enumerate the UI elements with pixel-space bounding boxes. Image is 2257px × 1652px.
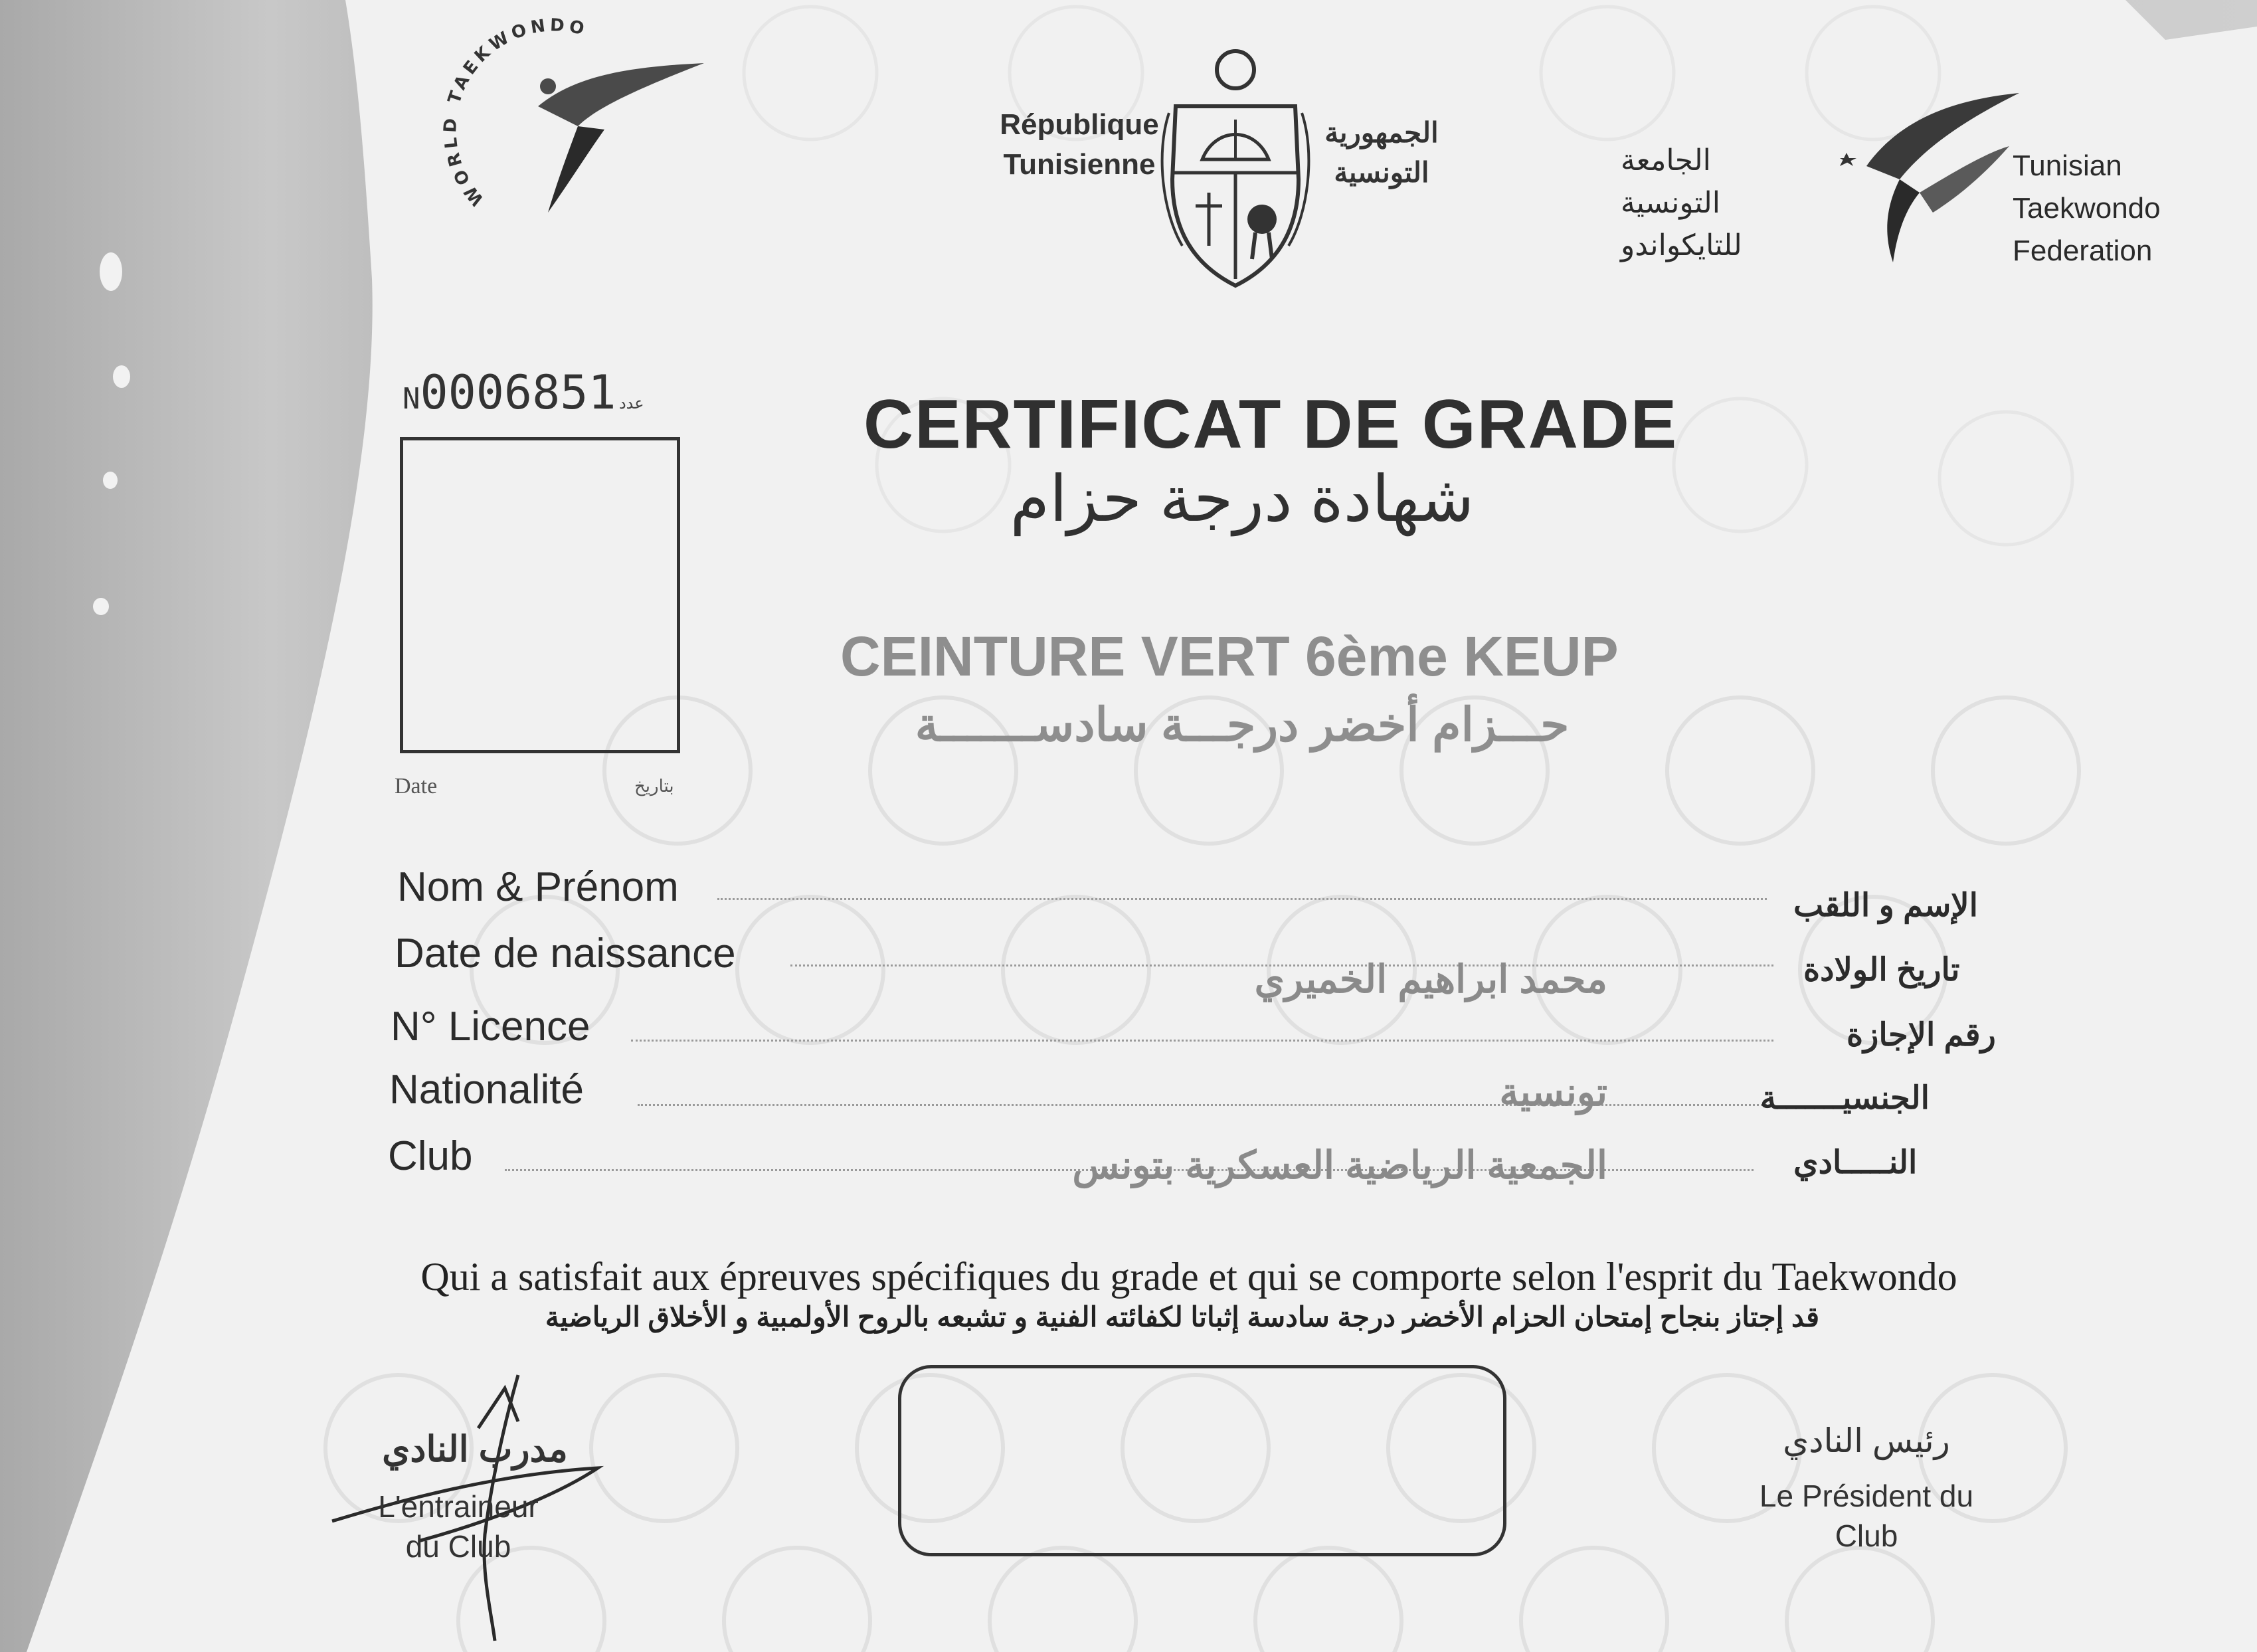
- grade-fr: CEINTURE VERT 6ème KEUP: [840, 625, 1619, 688]
- field-licence-label-ar: رقم الإجازة: [1847, 1018, 1996, 1053]
- federation-logo: [1820, 80, 2019, 272]
- field-name-label-ar: الإسم و اللقب: [1793, 888, 1978, 923]
- president-title-fr-line2: Club: [1835, 1518, 1898, 1553]
- federation-ar-line1: الجامعة: [1621, 144, 1711, 177]
- wt-logo-text: WORLD TAEKWONDO: [440, 15, 590, 209]
- field-nationality-label-ar: الجنسيـــــــة: [1760, 1081, 1930, 1116]
- statement-fr: Qui a satisfait aux épreuves spécifiques du grade et qui se comporte selon l'esprit du Taekwondo: [420, 1255, 1957, 1299]
- field-name-line: [717, 898, 1767, 900]
- world-taekwondo-icon: [425, 13, 717, 226]
- field-nationality-value: تونسية: [1499, 1071, 1607, 1114]
- world-taekwondo-logo: [425, 13, 717, 226]
- federation-ar: [1621, 139, 1807, 267]
- republic-fr-line2: Tunisienne: [1003, 148, 1156, 181]
- field-birthdate-label-fr: Date de naissance: [395, 931, 736, 976]
- field-nationality-label-fr: Nationalité: [389, 1067, 584, 1113]
- republic-fr-line1: République: [1000, 108, 1159, 141]
- tunisia-coat-of-arms: [1156, 46, 1315, 292]
- trainer-title-ar: مدرب النادي: [382, 1429, 568, 1469]
- field-club-value: الجمعية الرياضية العسكرية بتونس: [1072, 1144, 1607, 1187]
- statement-ar: قد إجتاز بنجاح إمتحان الحزام الأخضر درجة سادسة إثباتا لكفائته الفنية و تشبعه بالروح الأولمبية و الأخلاق الرياضية: [545, 1301, 1820, 1332]
- certificate-title-fr: CERTIFICAT DE GRADE: [863, 386, 1678, 463]
- federation-en-line2: Taekwondo: [2013, 192, 2161, 225]
- field-name-label-fr: Nom & Prénom: [397, 864, 679, 910]
- coat-of-arms-icon: [1156, 46, 1315, 292]
- grade-ar: حـــزام أخضر درجـــة سادســـــــة: [915, 699, 1570, 751]
- federation-emblem-icon: [1820, 80, 2019, 272]
- president-title-fr-line1: Le Président du: [1759, 1479, 1974, 1513]
- federation-en-line1: Tunisian: [2013, 149, 2122, 182]
- president-title-fr: [1727, 1476, 2006, 1556]
- field-club-label-ar: النـــــادي: [1793, 1145, 1918, 1180]
- photo-date-label: Date: [395, 774, 438, 798]
- president-title-ar: رئيس النادي: [1783, 1422, 1950, 1459]
- trainer-title-fr-line2: du Club: [405, 1529, 511, 1564]
- number-ar-label: عدد: [618, 395, 644, 413]
- republic-ar: [1302, 113, 1461, 193]
- field-birthdate-label-ar: تاريخ الولادة: [1803, 953, 1960, 988]
- republic-ar-line2: التونسية: [1334, 157, 1429, 188]
- stamp-box: [898, 1365, 1506, 1556]
- number-value: 0006851: [420, 365, 616, 420]
- federation-ar-line2: التونسية: [1621, 187, 1721, 219]
- field-licence-label-fr: N° Licence: [391, 1004, 590, 1050]
- federation-ar-line3: للتايكواندو: [1621, 229, 1742, 262]
- federation-en: [2013, 145, 2212, 272]
- certificate-number: [403, 365, 644, 420]
- trainer-title-fr-line1: L'entraineur: [378, 1489, 539, 1524]
- republic-fr: [990, 105, 1169, 185]
- number-prefix: N: [403, 382, 420, 416]
- field-club-label-fr: Club: [388, 1133, 473, 1179]
- republic-ar-line1: الجمهورية: [1324, 117, 1439, 148]
- federation-en-line3: Federation: [2013, 234, 2153, 267]
- field-birthdate-value: محمد ابراهيم الخميري: [1254, 958, 1607, 1001]
- field-licence-line: [631, 1040, 1773, 1042]
- certificate-title-ar: شهادة درجة حزام: [1010, 464, 1475, 535]
- photo-date-label-ar: بتاريخ: [634, 776, 674, 796]
- photo-box: [400, 437, 680, 753]
- trainer-title-fr: [335, 1487, 581, 1566]
